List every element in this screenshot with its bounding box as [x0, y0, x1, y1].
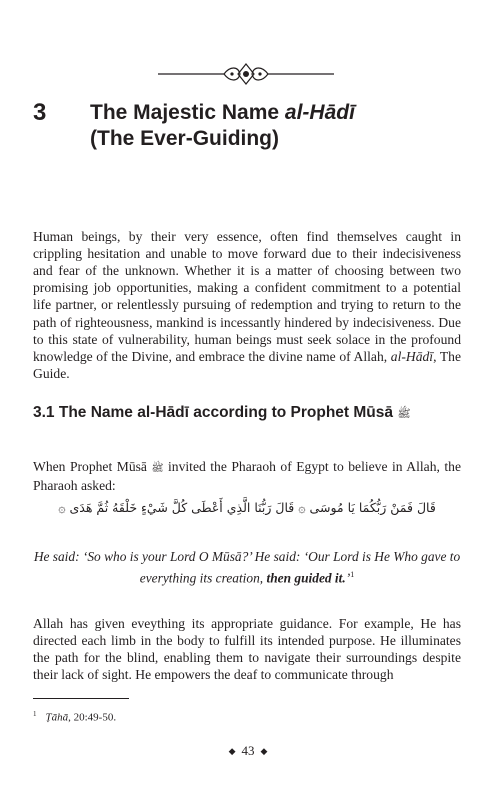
- footnote-divider: [33, 698, 129, 699]
- section-heading: [33, 403, 473, 424]
- chapter-title-line1: [90, 101, 355, 124]
- footnote-source: Ṭāhā: [45, 711, 69, 724]
- section-paragraph-text: When Prophet Mūsā: [33, 458, 152, 474]
- intro-paragraph: [33, 228, 461, 383]
- translation-end: ’: [345, 569, 351, 585]
- translation-bold: then guided it.: [266, 569, 346, 585]
- body-paragraph: Allah has given eveything its appropriate guidance. For example, He has directed each limb in the body to fulfill its intended purpose. He illuminates the path for the blind, enabling them to navigate their surroundings despite their lack of sight. He empowers the deaf to communicate through: [33, 615, 461, 683]
- footnote-ref[interactable]: 1: [350, 569, 355, 579]
- chapter-title-line2: (The Ever-Guiding): [90, 127, 279, 150]
- chapter-title: [90, 100, 470, 152]
- intro-text-end: , The Guide.: [33, 349, 461, 382]
- verse-translation: [33, 548, 461, 586]
- honorific-glyph-inline: ﷺ: [151, 462, 164, 474]
- section-heading-text: 3.1 The Name al-Hādī according to Prophet Mūsā: [33, 404, 394, 421]
- chapter-title-text: The Majestic Name: [90, 101, 285, 124]
- footnote-reference: , 20:49-50.: [68, 711, 117, 724]
- page-number: [0, 743, 496, 759]
- chapter-ornament: [158, 62, 334, 86]
- page-number-text: 43: [241, 743, 255, 758]
- diamond-icon: ◆: [260, 746, 268, 756]
- chapter-number: 3: [33, 99, 47, 126]
- translation-text: He said: ‘So who is your Lord O Mūsā?’ He said: ‘Our Lord is He Who gave to everything its creation,: [33, 549, 461, 585]
- footnote-number: 1: [33, 710, 37, 718]
- honorific-glyph: ﷺ: [397, 408, 411, 420]
- intro-italic-name: al-Hādī: [390, 349, 434, 365]
- chapter-title-italic: al-Hādī: [284, 101, 355, 124]
- arabic-verse: قَالَ فَمَنْ رَبُّكُمَا يَا مُوسَى ۞ قَالَ رَبُّنَا الَّذِي أَعْطَى كُلَّ شَيْءٍ خَلْقَهُ ثُمَّ هَدَى ۞: [58, 500, 436, 515]
- section-paragraph-end: invited the Pharaoh of Egypt to believe in Allah, the Pharaoh asked:: [33, 458, 461, 493]
- diamond-icon: ◆: [228, 746, 236, 756]
- section-paragraph: [33, 458, 461, 494]
- intro-text: Human beings, by their very essence, often find themselves caught in crippling hesitation and unable to move forward due to their indecisiveness and fear of the unknown. Whether it is a matter of choosing between two promising job opportunities, making a confident commitment to a potential life partner, or relentlessly pursuing of redemption and trying to return to the path of righteousness, mankind is incessantly hindered by indecisiveness. Due to this state of vulnerability, human beings must seek solace in the profound knowledge of the Divine, and embrace the divine name of Allah,: [33, 228, 461, 365]
- footnote: [33, 707, 116, 725]
